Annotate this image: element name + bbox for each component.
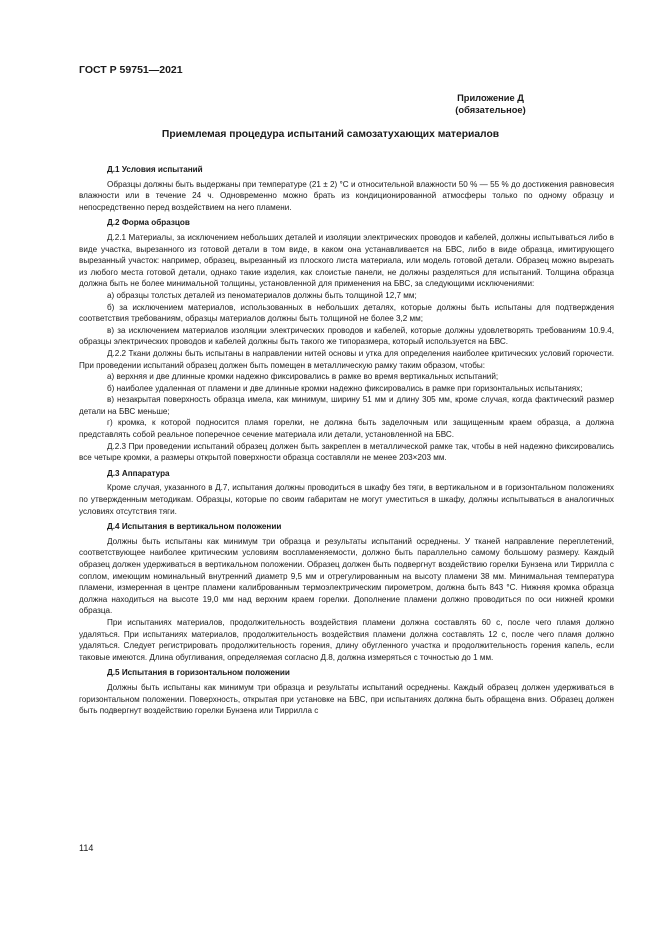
paragraph: При испытаниях материалов, продолжительность воздействия пламени должна составлять 60 с, после чего пламя должно удаляться. При испытаниях материалов, продолжительность воздействия пламени должна составлять 12 с, после чего пламя должно удаляться. Следует регистрировать продолжительность горения, длину обугленного участка и продолжительность горения капель, если таковые имеются. Длина обугливания, определяемая согласно Д.8, должна измеряться с точностью до 1 мм.: [79, 617, 614, 662]
section-heading: Д.3 Аппаратура: [107, 468, 170, 478]
list-item: в) за исключением материалов изоляции электрических проводов и кабелей, которые должны удовлетворять требованиям 10.9.4, образцы электрических проводов и кабелей должны быть такого же типоразмера, который используется на БВС.: [79, 325, 614, 347]
list-item: б) наиболее удаленная от пламени и две длинные кромки надежно фиксировались в рамке при горизонтальных испытаниях;: [107, 383, 583, 393]
paragraph: Д.2.3 При проведении испытаний образец должен быть закреплен в металлической рамке так, чтобы в ней надежно фиксировались все четыре кромки, а размеры открытой поверхности образца составляли не менее 203×203 мм.: [79, 441, 614, 463]
paragraph: Кроме случая, указанного в Д.7, испытания должны проводиться в шкафу без тяги, в вертикальном и в горизонтальном положениях по утвержденным методикам. Образцы, которые по своим габаритам не могут уместиться в шкафу, должны испытываться в аналогичных условиях отсутствия тяги.: [79, 483, 614, 516]
annex-heading: [79, 92, 582, 117]
annex-title: Приложение Д: [457, 93, 524, 103]
paragraph: Должны быть испытаны как минимум три образца и результаты испытаний осреднены. У тканей направление переплетений, соответствующее наиболее критическим условиям воспламеняемости, должно быть параллельно самому большому размеру. Каждый образец должен удерживаться в вертикальном положении. Образец должен быть подвергнут воздействию горелки Бунзена или Тиррилла с соплом, имеющим номинальный внутренний диаметр 9,5 мм и отрегулированным на высоту пламени 38 мм. Минимальная температура пламени, измеренная в центре пламени калиброванным термоэлектрическим пирометром, должна быть 843 °С. Нижняя кромка образца должна находиться на высоте 19,0 мм над верхним краем горелки. Дополнение пламени должно проводиться по оси нижней кромки образца.: [79, 536, 614, 616]
document-id: ГОСТ Р 59751—2021: [79, 64, 183, 76]
section-heading: Д.5 Испытания в горизонтальном положении: [107, 668, 290, 678]
annex-status: (обязательное): [455, 105, 526, 116]
paragraph: Должны быть испытаны как минимум три образца и результаты испытаний осреднены. Каждый образец должен удерживаться в горизонтальном положении. Поверхность, открытая при установке на БВС, при испытаниях должна быть обращена вниз. Образец должен быть подвергнут воздействию горелки Бунзена или Тиррилла с: [79, 682, 614, 716]
paragraph: Д.2.1 Материалы, за исключением небольших деталей и изоляции электрических проводов и кабелей, должны испытываться либо в виде участка, вырезанного из готовой детали в том виде, в каком она устанавливается на БВС, либо в виде образца, имитирующего вырезанный участок: например, образец, вырезанный из плоского листа материала, или модель готовой детали. Образец можно вырезать из любого места готовой детали, однако такие изделия, как слоистые панели, не должны разделяться для испытаний. Толщина образца должна быть не более минимальной толщины, установленной для применения на БВС, за следующими исключениями:: [79, 232, 614, 289]
page-title: Приемлемая процедура испытаний самозатухающих материалов: [161, 129, 500, 140]
section-heading: Д.1 Условия испытаний: [107, 165, 203, 174]
list-item: а) верхняя и две длинные кромки надежно фиксировались в рамке во время вертикальных испытаний;: [107, 372, 499, 382]
list-item: в) незакрытая поверхность образца имела, как минимум, ширину 51 мм и длину 305 мм, кроме случая, когда фактический размер детали на БВС меньше;: [79, 395, 614, 416]
list-item: г) кромка, к которой подносится пламя горелки, не должна быть заделочным или защищенным краем образца, а должна представлять собой реальное поперечное сечение материала или детали, установленной на БВС.: [79, 418, 614, 440]
list-item: а) образцы толстых деталей из пеноматериалов должны быть толщиной 12,7 мм;: [107, 290, 417, 300]
page-number: 114: [79, 843, 94, 853]
list-item: б) за исключением материалов, использованных в небольших деталях, которые должны быть испытаны для подтверждения соответствия требованиям, образцы материалов должны быть толщиной не более 3,2 мм;: [79, 302, 614, 324]
document-body: [79, 160, 614, 717]
paragraph: Д.2.2 Ткани должны быть испытаны в направлении нитей основы и утка для определения наиболее критических условий горючести. При проведении испытаний образец должен быть помещен в металлическую рамку таким образом, чтобы:: [79, 348, 614, 370]
section-heading: Д.4 Испытания в вертикальном положении: [107, 522, 282, 532]
section-heading: Д.2 Форма образцов: [107, 218, 190, 228]
paragraph: Образцы должны быть выдержаны при температуре (21 ± 2) °С и относительной влажности 50 % — 55 % до достижения равновесия влажности или в течение 24 ч. Одновременно можно брать из кондиционированной атмосферы только по одному образцу и непосредственно перед воздействием на него пламени.: [79, 179, 614, 212]
